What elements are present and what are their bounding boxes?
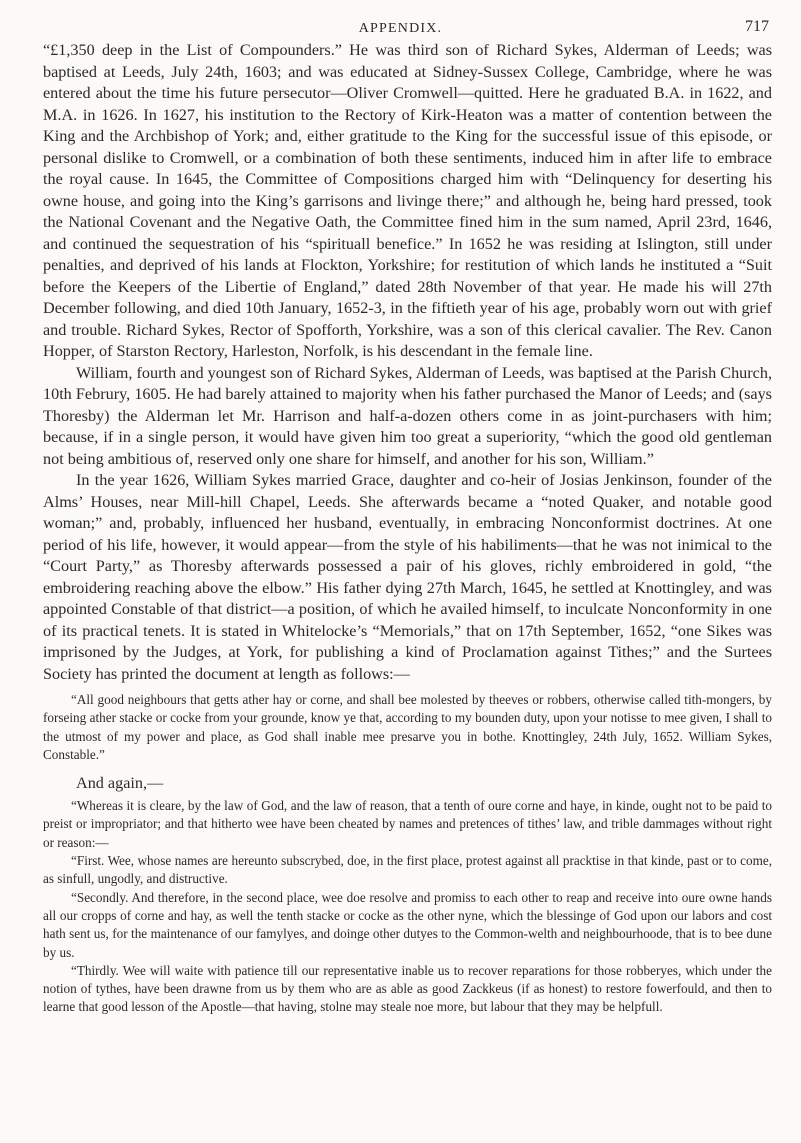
paragraph-william-sykes: William, fourth and youngest son of Richard Sykes, Alderman of Leeds, was baptised at the Parish Church, 10th Februry, 1605. He had barely attained to majority when his father purchased the Manor of Leeds; and (says Thoresby) the Alderman let Mr. Harrison and half-a-dozen others come in as joint-purchasers with him; because, if in a single person, it would have given him too great a superiority, “which the good old gentleman not being ambitious of, reserved only one share for himself, and another for his son, William.” (43, 363, 772, 468)
running-header: APPENDIX. (358, 21, 443, 36)
resolution-first: “First. Wee, whose names are hereunto subscrybed, doe, in the first place, protest against all pracktise in that kinde, past or to come, as sinfull, ungodly, and distructive. (43, 853, 772, 887)
paragraph-richard-sykes: “£1,350 deep in the List of Compounders.” He was third son of Richard Sykes, Alderman of Leeds; was baptised at Leeds, July 24th, 1603; and was educated at Sidney-Sussex College, Cambridge, where he was entered about the time his future persecutor—Oliver Cromwell—quitted. Here he graduated B.A. in 1622, and M.A. in 1626. In 1627, his institution to the Rectory of Kirk-Heaton was a matter of contention between the King and the Archbishop of York; and, either gratitude to the King for the successful issue of this episode, or personal dislike to Cromwell, or a combination of both these sentiments, induced him in after life to embrace the royal cause. In 1645, the Committee of Compositions charged him with “Delinquency for deserting his owne house, and going into the King’s garrisons and livinge there;” and although he, being hard pressed, took the National Covenant and the Negative Oath, the Committee fined him in the sum named, April 23rd, 1646, and continued the sequestration of his “spirituall benefice.” In 1652 he was residing at Islington, still under penalties, and deprived of his lands at Flockton, Yorkshire; for restitution of which lands he instituted a “Suit before the Keepers of the Libertie of England,” dated 28th November of that year. He made his will 27th December following, and died 10th January, 1652-3, in the fiftieth year of his age, probably worn out with grief and trouble. Richard Sykes, Rector of Spofforth, Yorkshire, was a son of this clerical cavalier. The Rev. Canon Hopper, of Starston Rectory, Harleston, Norfolk, is his descendant in the female line. (43, 41, 772, 360)
quoted-proclamation: “All good neighbours that getts ather hay or corne, and shall bee molested by theeves or robbers, otherwise called tith-mongers, by forseing ather stacke or cocke from your grounde, know ye that, according to my bounden duty, upon your notisse to mee given, I shall to the utmost of my power and place, as God shall inable mee presarve you in bothe. Knottingley, 24th July, 1652. William Sykes, Constable.” (43, 692, 772, 762)
and-again-text: And again,— (76, 774, 164, 793)
resolution-second: “Secondly. And therefore, in the second place, wee doe resolve and promiss to each other to reap and receive into oure owne hands all our cropps of corne and hay, as well the tenth stacke or cocke as the other nyne, which the blessinge of God upon our labors and cost hath sent us, for the maintenance of our famylyes, and doinge other dutyes to the Common-welth and neighbourhoode, that is to bee dune by us. (43, 889, 772, 960)
main-text (43, 40, 772, 685)
page-number: 717 (745, 18, 769, 35)
quoted-resolution (43, 797, 772, 1017)
resolution-third: “Thirdly. Wee will waite with patience till our representative inable us to recover reparations for those robberyes, which under the notion of tythes, have been drawne from us by them who are as able as good Zackkeus (if as honest) to restore fowerfould, and then to learne that good lesson of the Apostle—that having, stolne may steale noe more, but labour that they may be helpfull. (43, 962, 772, 1015)
resolution-preamble: “Whereas it is cleare, by the law of God, and the law of reason, that a tenth of oure corne and haye, in kinde, ought not to be paid to preist or impropriator; and that hitherto wee have been cheated by names and pretences of tithes’ law, and trible dammages without right or reason:— (43, 798, 772, 850)
paragraph-marriage: In the year 1626, William Sykes married Grace, daughter and co-heir of Josias Jenkinson, founder of the Alms’ Houses, near Mill-hill Chapel, Leeds. She afterwards became a “noted Quaker, and notable good woman;” and, probably, influenced her husband, eventually, in embracing Nonconformist doctrines. At one period of his life, however, it would appear—from the style of his habiliments—that he was not inimical to the “Court Party,” as Thoresby afterwards possessed a pair of his gloves, richly embroidered in gold, “the embroidering reaching above the elbow.” His father dying 27th March, 1645, he settled at Knottingley, and was appointed Constable of that district—a position, of which he availed himself, to inculcate Nonconformity in one of its practical tenets. It is stated in Whitelocke’s “Memorials,” that on 17th September, 1652, “one Sikes was imprisoned by the Judges, at York, for publishing a kind of Proclamation against Tithes;” and the Surtees Society has printed the document at length as follows:— (43, 471, 772, 683)
